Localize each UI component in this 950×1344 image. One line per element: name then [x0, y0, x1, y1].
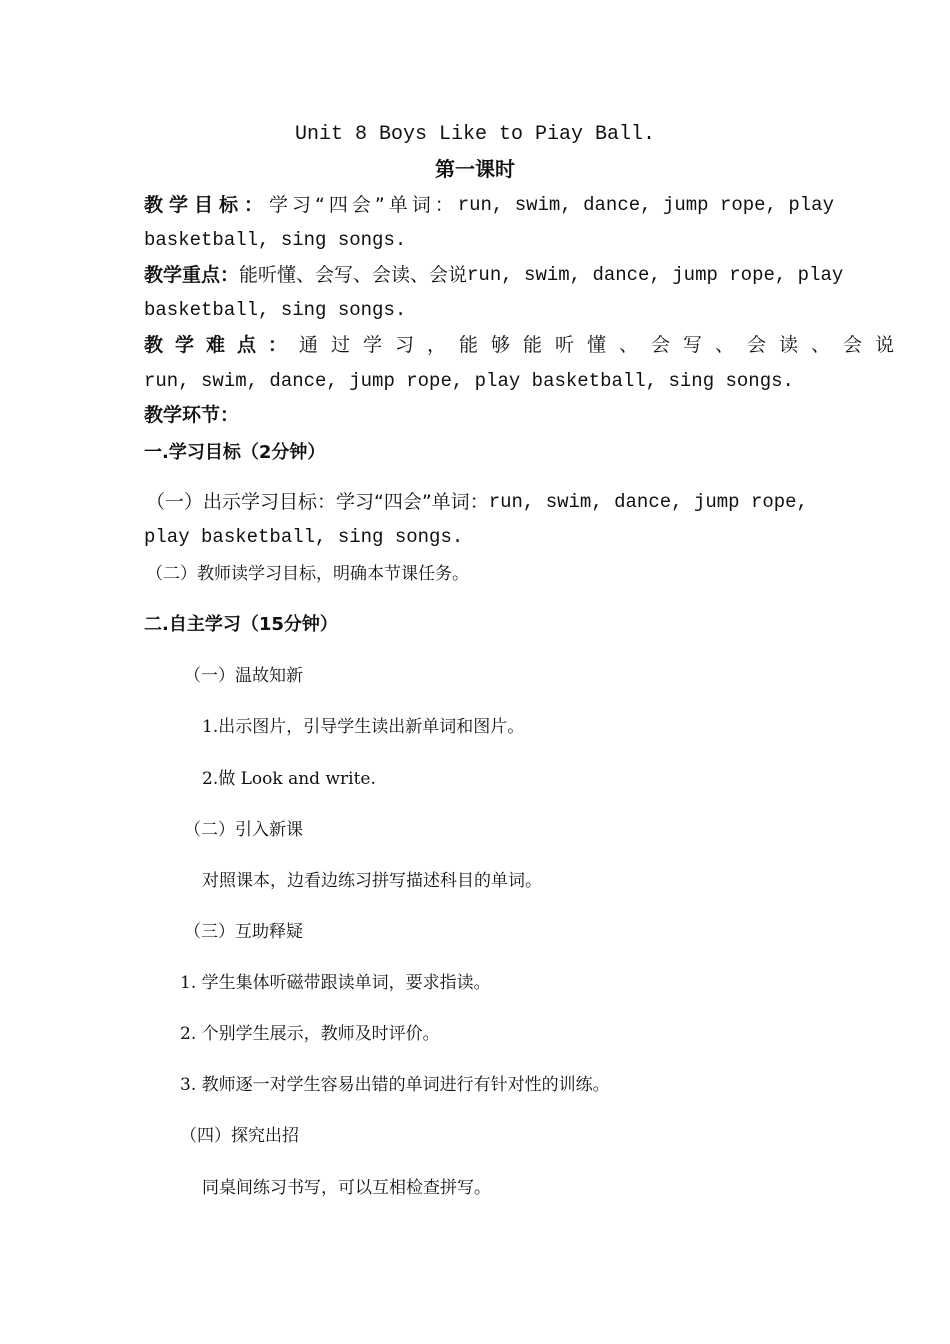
section2-sub4: （四）探究出招 [180, 1126, 299, 1146]
section2-sub3-item1: 1. 学生集体听磁带跟读单词，要求指读。 [180, 973, 491, 993]
section2-sub2: （二）引入新课 [184, 820, 303, 840]
section1-item1-label: （一）出示学习目标：学习“四会”单词： [146, 491, 489, 513]
objective-continuation: basketball, sing songs. [144, 229, 407, 251]
section2-sub4-text: 同桌间练习书写，可以互相检查拼写。 [202, 1178, 491, 1198]
section2-heading: 二.自主学习（15分钟） [144, 614, 338, 635]
section1-item1-line [146, 490, 806, 514]
section2-sub1-item2: 2.做 Look and write. [202, 769, 376, 789]
section2-sub3-item3: 3. 教师逐一对学生容易出错的单词进行有针对性的训练。 [180, 1075, 610, 1095]
difficult-points-continuation: run, swim, dance, jump rope, play basketball, sing songs. [144, 370, 794, 392]
objective-label: 教学目标： [144, 194, 270, 216]
objective-text: 学习“四会”单词： [269, 194, 458, 216]
difficult-points-text: 通过学习，能够能听懂、会写、会读、会说 [299, 334, 908, 356]
document-title: Unit 8 Boys Like to Piay Ball. [294, 123, 656, 146]
section2-sub1: （一）温故知新 [184, 666, 303, 686]
key-points-line [144, 263, 844, 287]
difficult-points-line [144, 333, 908, 357]
section2-sub1-item1: 1.出示图片，引导学生读出新单词和图片。 [202, 717, 525, 737]
key-points-continuation: basketball, sing songs. [144, 299, 407, 321]
key-points-label: 教学重点： [144, 264, 240, 286]
key-points-text: 能听懂、会写、会读、会说 [239, 264, 468, 286]
objective-words: run, swim, dance, jump rope, play [457, 194, 834, 216]
section2-sub2-text: 对照课本，边看边练习拼写描述科目的单词。 [202, 871, 542, 891]
section1-item1-continuation: play basketball, sing songs. [144, 526, 464, 548]
section2-sub3: （三）互助释疑 [184, 922, 303, 942]
document-subtitle: 第一课时 [435, 157, 515, 181]
teaching-steps-label: 教学环节： [144, 404, 240, 426]
difficult-points-label: 教学难点： [144, 334, 300, 356]
section2-sub3-item2: 2. 个别学生展示，教师及时评价。 [180, 1024, 440, 1044]
section1-heading: 一.学习目标（2分钟） [144, 442, 326, 463]
objective-line [144, 193, 834, 217]
section1-item2: （二）教师读学习目标，明确本节课任务。 [146, 564, 469, 584]
key-points-words: run, swim, dance, jump rope, play [467, 264, 844, 286]
section1-item1-words: run, swim, dance, jump rope, [488, 491, 808, 513]
